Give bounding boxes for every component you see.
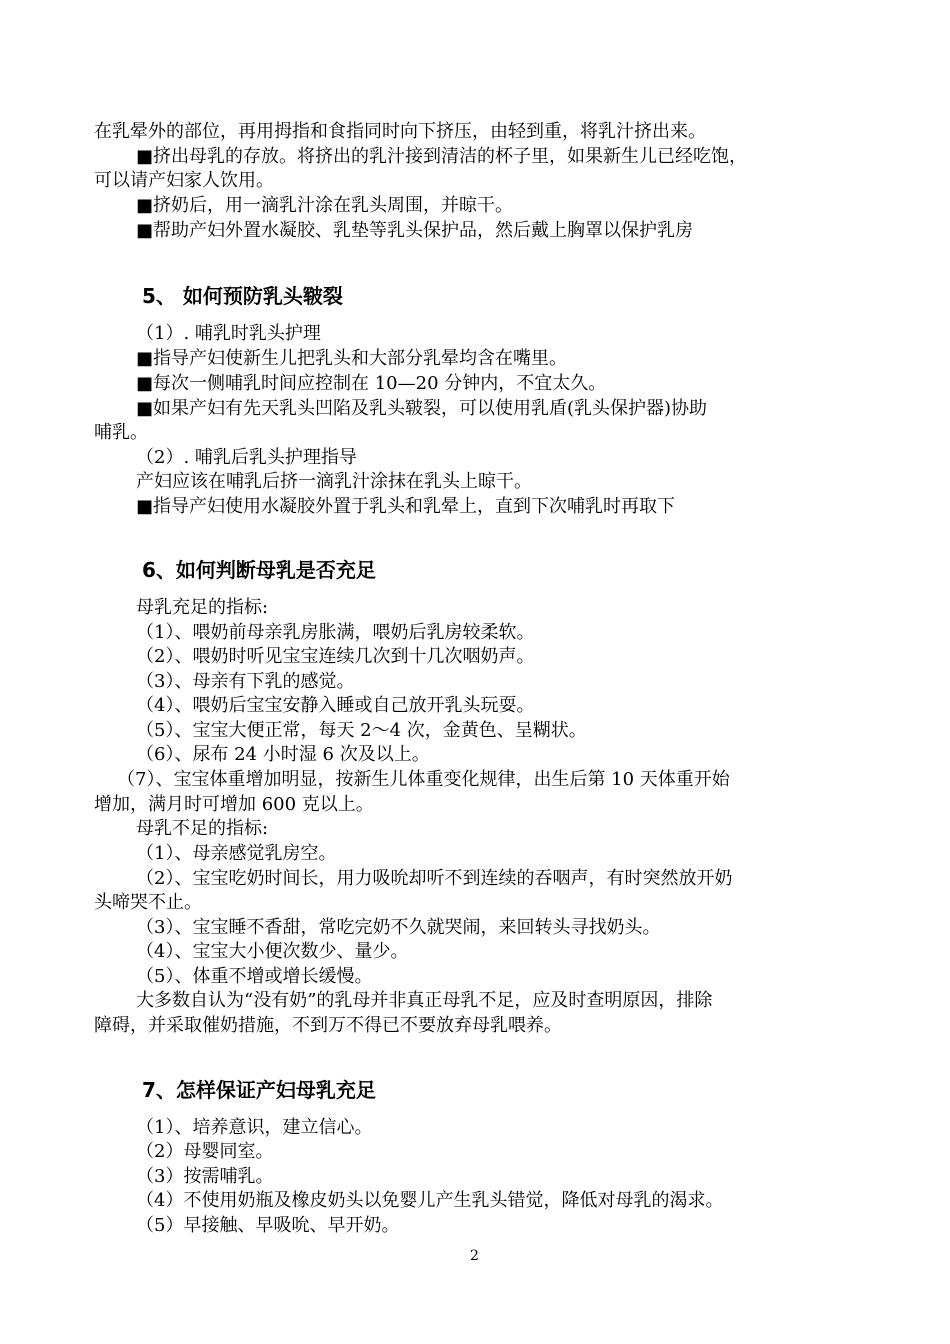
text-line: （4）不使用奶瓶及橡皮奶头以免婴儿产生乳头错觉，降低对母乳的渴求。 bbox=[136, 1190, 724, 1211]
text-line: （3）、宝宝睡不香甜，常吃完奶不久就哭闹，来回转头寻找奶头。 bbox=[136, 917, 661, 938]
text-line: 母乳充足的指标: bbox=[136, 597, 269, 618]
text-line: 增加，满月时可增加 600 克以上。 bbox=[94, 794, 374, 815]
text-line: 产妇应该在哺乳后挤一滴乳汁涂抹在乳头上晾干。 bbox=[136, 471, 532, 492]
text-line: ■挤奶后，用一滴乳汁涂在乳头周围，并晾干。 bbox=[136, 195, 514, 216]
text-line: （7）、宝宝体重增加明显，按新生儿体重变化规律，出生后第 10 天体重开始 bbox=[117, 769, 730, 790]
text-line: （4）、宝宝大小便次数少、量少。 bbox=[136, 941, 409, 962]
text-line: ■指导产妇使用水凝胶外置于乳头和乳晕上，直到下次哺乳时再取下 bbox=[136, 496, 676, 517]
page-number: 2 bbox=[470, 1248, 479, 1264]
text-line: （5）、宝宝大便正常，每天 2～4 次，金黄色、呈糊状。 bbox=[136, 720, 587, 741]
text-line: （1）、母亲感觉乳房空。 bbox=[136, 843, 337, 864]
text-line: 大多数自认为“没有奶”的乳母并非真正母乳不足，应及时查明原因，排除 bbox=[136, 990, 713, 1011]
text-line: ■每次一侧哺乳时间应控制在 10—20 分钟内，不宜太久。 bbox=[136, 373, 607, 394]
text-line: 在乳晕外的部位，再用拇指和食指同时向下挤压，由轻到重，将乳汁挤出来。 bbox=[94, 121, 706, 142]
text-line: 障碍，并采取催奶措施，不到万不得已不要放弃母乳喂养。 bbox=[94, 1015, 562, 1036]
text-line: （5）、体重不增或增长缓慢。 bbox=[136, 966, 373, 987]
text-line: ■挤出母乳的存放。将挤出的乳汁接到清洁的杯子里，如果新生儿已经吃饱， bbox=[136, 146, 748, 167]
text-line: （4）、喂奶后宝宝安静入睡或自己放开乳头玩耍。 bbox=[136, 695, 535, 716]
text-line: （2）. 哺乳后乳头护理指导 bbox=[136, 447, 357, 468]
text-line: （2）、宝宝吃奶时间长，用力吸吮却听不到连续的吞咽声，有时突然放开奶 bbox=[136, 868, 733, 889]
text-line: （2）、喂奶时听见宝宝连续几次到十几次咽奶声。 bbox=[136, 646, 535, 667]
text-line: 哺乳。 bbox=[94, 422, 148, 443]
text-line: 母乳不足的指标: bbox=[136, 818, 269, 839]
section-heading: 6、如何判断母乳是否充足 bbox=[142, 558, 376, 582]
section-heading: 5、 如何预防乳头皲裂 bbox=[142, 284, 343, 308]
text-line: 可以请产妇家人饮用。 bbox=[94, 170, 274, 191]
text-line: （1）. 哺乳时乳头护理 bbox=[136, 323, 321, 344]
text-line: ■指导产妇使新生儿把乳头和大部分乳晕均含在嘴里。 bbox=[136, 348, 568, 369]
text-line: 头啼哭不止。 bbox=[94, 892, 202, 913]
text-line: （1）、培养意识，建立信心。 bbox=[136, 1117, 373, 1138]
text-line: （3）按需哺乳。 bbox=[136, 1166, 274, 1187]
text-line: （3）、母亲有下乳的感觉。 bbox=[136, 671, 355, 692]
text-line: （6）、尿布 24 小时湿 6 次及以上。 bbox=[136, 744, 430, 765]
text-line: ■帮助产妇外置水凝胶、乳垫等乳头保护品，然后戴上胸罩以保护乳房 bbox=[136, 220, 694, 241]
text-line: ■如果产妇有先天乳头凹陷及乳头皲裂，可以使用乳盾(乳头保护器)协助 bbox=[136, 398, 708, 419]
section-heading: 7、怎样保证产妇母乳充足 bbox=[142, 1078, 376, 1102]
text-line: （1）、喂奶前母亲乳房胀满，喂奶后乳房较柔软。 bbox=[136, 622, 535, 643]
text-line: （2）母婴同室。 bbox=[136, 1141, 274, 1162]
text-line: （5）早接触、早吸吮、早开奶。 bbox=[136, 1215, 400, 1236]
